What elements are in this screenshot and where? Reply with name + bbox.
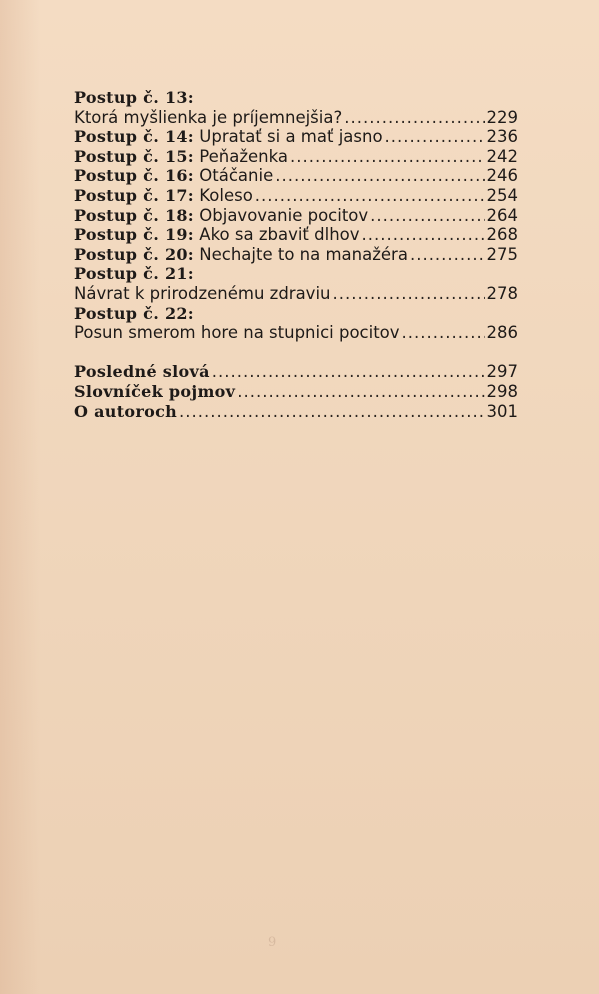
toc-entry-title: Ako sa zbaviť dlhov [194, 225, 360, 245]
toc-page-number: 264 [486, 205, 518, 225]
toc-entry-bold: Posledné slová [74, 362, 210, 382]
toc-entry-bold: Postup č. 18: [74, 205, 195, 225]
dot-leader [385, 127, 485, 147]
toc-page-number: 275 [486, 244, 518, 264]
toc-entry-title: Nechajte to na manažéra [194, 244, 408, 264]
dot-leader [344, 108, 484, 128]
dot-leader [290, 147, 484, 167]
toc-entry-title: Návrat k prirodzenému zdraviu [74, 283, 331, 303]
toc-entry-title: Peňaženka [194, 146, 289, 166]
toc-entry-15 [74, 147, 518, 167]
toc-entry-title: Koleso [194, 185, 253, 205]
toc-entry-bold: Postup č. 22: [74, 303, 195, 323]
toc-entry-final-words [74, 362, 518, 382]
toc-entry-bold: O autoroch [74, 401, 178, 421]
dot-leader [255, 186, 485, 206]
dot-leader [402, 323, 485, 343]
toc-page-number: 254 [486, 185, 518, 205]
toc-page-number: 236 [486, 127, 518, 147]
toc-entry-title: Posun smerom hore na stupnici pocitov [74, 323, 400, 343]
toc-page-number: 286 [486, 323, 518, 343]
toc-page-number: 229 [486, 107, 518, 127]
toc-entry-title: Otáčanie [194, 166, 274, 186]
toc-entry-bold: Postup č. 16: [74, 166, 195, 186]
dot-leader [333, 284, 485, 304]
toc-entry-13-heading [74, 88, 518, 108]
toc-entry-22 [74, 323, 518, 343]
toc-entry-title: Objavovanie pocitov [194, 205, 369, 225]
toc-entry-21 [74, 284, 518, 304]
toc-entry-about-authors [74, 402, 518, 422]
toc-entry-16 [74, 166, 518, 186]
toc-entry-18 [74, 206, 518, 226]
toc-entry-bold: Postup č. 19: [74, 225, 195, 245]
toc-entry-bold: Postup č. 21: [74, 264, 195, 284]
page-folio: 9 [268, 935, 277, 950]
toc-entry-17 [74, 186, 518, 206]
toc-entry-title: Upratať si a mať jasno [194, 127, 383, 147]
toc-page-number: 268 [486, 225, 518, 245]
dot-leader [179, 402, 484, 422]
toc-entry-20 [74, 245, 518, 265]
section-spacer [74, 343, 518, 363]
toc-page-number: 278 [486, 283, 518, 303]
dot-leader [275, 166, 484, 186]
toc-entry-14 [74, 127, 518, 147]
toc-entry-title: Ktorá myšlienka je príjemnejšia? [74, 107, 343, 127]
toc-entry-19 [74, 225, 518, 245]
toc-entry-21-heading [74, 264, 518, 284]
toc-entry-bold: Slovníček pojmov [74, 381, 236, 401]
toc-entry-22-heading [74, 304, 518, 324]
toc-entry-bold: Postup č. 20: [74, 244, 195, 264]
toc-entry-bold: Postup č. 17: [74, 185, 195, 205]
toc-entry-glossary [74, 382, 518, 402]
dot-leader [410, 245, 485, 265]
toc-entry-bold: Postup č. 13: [74, 88, 195, 107]
toc-page-number: 297 [486, 362, 518, 382]
table-of-contents [74, 88, 518, 421]
dot-leader [370, 206, 484, 226]
toc-page-number: 298 [486, 381, 518, 401]
toc-entry-bold: Postup č. 14: [74, 127, 195, 147]
dot-leader [212, 362, 485, 382]
toc-page-number: 242 [486, 146, 518, 166]
toc-entry-bold: Postup č. 15: [74, 146, 195, 166]
dot-leader [237, 382, 484, 402]
toc-page-number: 246 [486, 166, 518, 186]
dot-leader [362, 225, 485, 245]
toc-page-number: 301 [486, 401, 518, 421]
toc-entry-13 [74, 108, 518, 128]
